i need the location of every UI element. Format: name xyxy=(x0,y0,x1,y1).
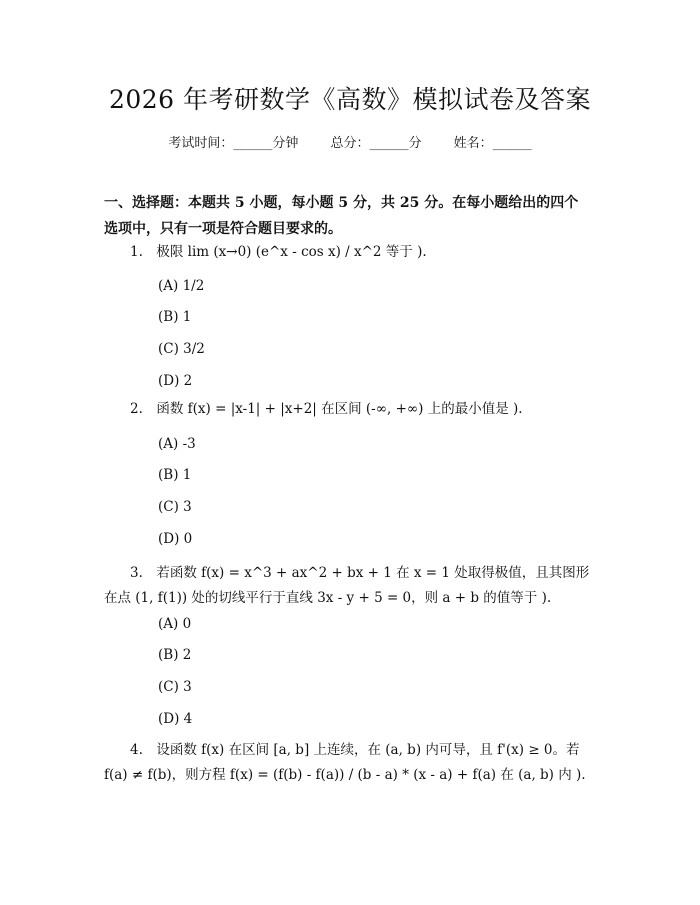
option-a: (A) 0 xyxy=(158,616,192,632)
option-c: (C) 3/2 xyxy=(158,341,205,357)
option-c: (C) 3 xyxy=(158,499,192,515)
exam-time-field: 考试时间：______分钟 xyxy=(168,136,299,151)
name-field: 姓名：______ xyxy=(453,136,532,151)
question-text: 2. 函数 f(x) = |x-1| + |x+2| 在区间 (-∞, +∞) 上的最小值是 ). xyxy=(130,401,523,417)
option-d: (D) 4 xyxy=(158,711,193,727)
total-score-field: 总分：______分 xyxy=(330,136,422,151)
question-2 xyxy=(104,397,594,422)
document-title: 2026 年考研数学《高数》模拟试卷及答案 xyxy=(108,85,592,114)
question-3 xyxy=(104,561,594,611)
option-c: (C) 3 xyxy=(158,679,192,695)
option-d: (D) 2 xyxy=(158,373,193,389)
section-heading: 一、选择题：本题共 5 小题，每小题 5 分，共 25 分。在每小题给出的四个选项中，只有一项是符合题目要求的。 xyxy=(104,195,579,237)
question-text: 1. 极限 lim (x→0) (e^x - cos x) / x^2 等于 ). xyxy=(130,244,427,260)
question-1 xyxy=(104,240,594,265)
option-a: (A) 1/2 xyxy=(158,278,205,294)
option-b: (B) 2 xyxy=(158,647,192,663)
option-b: (B) 1 xyxy=(158,309,192,325)
option-a: (A) -3 xyxy=(158,436,196,452)
option-d: (D) 0 xyxy=(158,531,193,547)
question-text: 4. 设函数 f(x) 在区间 [a, b] 上连续，在 (a, b) 内可导，且 f'(x) ≥ 0。若 f(a) ≠ f(b)，则方程 f(x) = (f(b) - f(a)) / (b - a) * (x - a) + f(a) 在 (a, b) 内 ). xyxy=(104,742,586,783)
exam-info-line xyxy=(0,132,700,151)
question-4 xyxy=(104,738,594,788)
question-text: 3. 若函数 f(x) = x^3 + ax^2 + bx + 1 在 x = 1 处取得极值，且其图形在点 (1, f(1)) 处的切线平行于直线 3x - y + 5 = 0，则 a + b 的值等于 ). xyxy=(104,565,590,606)
option-b: (B) 1 xyxy=(158,467,192,483)
